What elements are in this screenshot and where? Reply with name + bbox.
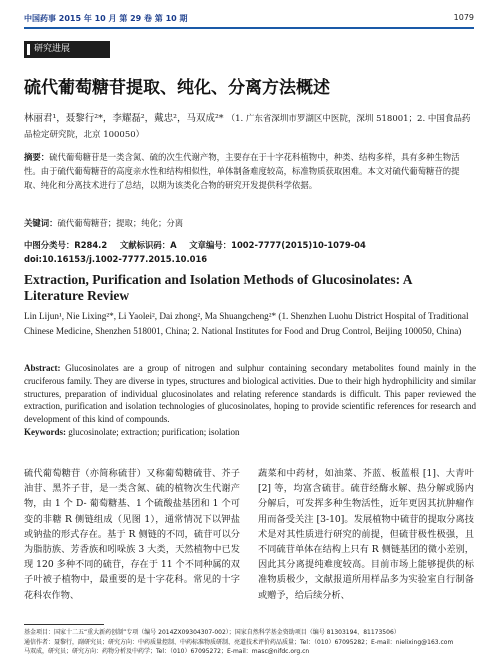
running-header <box>24 13 474 25</box>
header-rule <box>24 27 474 29</box>
article-number: 文章编号：1002-7777(2015)10-1079-04 <box>189 240 366 250</box>
authors-en: Lin Lijun¹, Nie Lixing²*, Li Yaolei², Dai zhong², Ma Shuangcheng²* (1. Shenzhen Luohu District Hospital of Traditional Chinese Medicine, Shenzhen 518001, China; 2. National Institutes for Food and Drug Control, Beijing 100050, China) <box>24 311 469 336</box>
abstract-en <box>24 362 476 426</box>
body-column-left: 硫代葡萄糖苷（亦简称硫苷）又称葡萄糖硫苷、芥子油苷、黑芥子苷，是一类含氮、硫的植物次生代谢产物，由 1 个 D- 葡萄糖基、1 个硫酸盐基团和 1 个可变的非糖 R 侧链组成（见图 1），通常情况下以钾盐或钠盐的形式存在。基于 R 侧链的不同，硫苷可以分为脂肪族、芳香族和吲哚族 3 大类，天然植物中已发现 120 多种不同的硫苷，存在于 11 个不同种属的双子叶被子植物中，最重要的是十字花科。常见的十字花科农作物、 <box>24 468 240 601</box>
abstract-en-label: Abstract: <box>24 363 61 373</box>
doi: doi:10.16153/j.1002-7777.2015.10.016 <box>24 254 208 264</box>
document-code: 文献标识码：A <box>119 240 177 250</box>
page-number: 1079 <box>453 13 474 22</box>
keywords-cn <box>24 217 183 229</box>
section-tag <box>24 41 110 58</box>
affiliation-cn: （1. 广东省深圳市罗湖区中医院，深圳 518001；2. 中国食品药品检定研究院，北京 100050） <box>24 114 471 140</box>
authors-cn: 林丽君¹，聂黎行²*，李耀磊²，戴忠²，马双成²* <box>24 113 224 124</box>
authors-block-cn <box>24 111 476 143</box>
body-column-right: 蔬菜和中药材，如油菜、芥蓝、板蓝根 [1]、大青叶 [2] 等，均富含硫苷。硫苷经酶水解、热分解或肠内分解后，可发挥多种生物活性，近年更因其抗肿瘤作用而备受关注 [3-10]。发展植物中硫苷的提取分离技术是对其性质进行研究的前提，但硫苷极性极强，且不同硫苷单体在结构上只有 R 侧链基团的微小差别，因此其分离提纯难度较高。目前市场上能够提供的标准物质极少，文献报道所用样品多为实验室自行制备或赠予，给后续分析、 <box>258 468 474 601</box>
section-tag-label: 研究进展 <box>34 44 71 54</box>
article-meta <box>24 238 474 266</box>
article-title-cn: 硫代葡萄糖苷提取、纯化、分离方法概述 <box>24 78 330 98</box>
footnote-rule <box>24 624 104 625</box>
footnote-corresponding-2: 马双成，研究员；研究方向：药物分析及中药学；Tel：（010）67095272；E-mail：masc@nifdc.org.cn <box>24 648 310 655</box>
keywords-en-label: Keywords: <box>24 427 66 437</box>
clc-number: 中图分类号：R284.2 <box>24 240 108 250</box>
keywords-cn-text: 硫代葡萄糖苷；提取；纯化；分离 <box>57 218 184 228</box>
footnote-corresponding-1: 通信作者：聂黎行，副研究员；研究方向：中药质量控制、中药标准物质研制、亮道技术评价药品质量；Tel：（010）67095282；E-mail：nielixing@163.com <box>24 638 454 646</box>
keywords-en <box>24 427 239 437</box>
abstract-cn <box>24 150 474 192</box>
keywords-en-text: glucosinolate; extraction; purification; isolation <box>68 427 240 437</box>
abstract-en-text: Glucosinolates are a group of nitrogen and sulphur containing secondary metabolites found mainly in the cruciferous family. They are diverse in types, structures and biological activities. Due to their high hydrophilicity and similar structures, preparation of individual glucosinolates and relating reference standards is difficult. This paper reviewed the extraction, purification and isolation technologies of glucosinolates, hoping to provide scientific references for research and development of this kind of compounds. <box>24 363 477 425</box>
keywords-cn-label: 关键词： <box>24 218 58 228</box>
footnotes <box>24 628 476 657</box>
footnote-funding: 基金项目：国家十二五“重大新药创制”专项（编号 2014ZX09304307-002）；国家自然科学基金资助项目（编号 81303194、81173506） <box>24 629 400 636</box>
abstract-cn-text: 硫代葡萄糖苷是一类含氮、硫的次生代谢产物，主要存在于十字花科植物中，种类、结构多样，具有多种生物活性。由于硫代葡萄糖苷的高度亲水性和结构相似性，单体制备难度较高，标准物质获取困难。本文对硫代葡萄糖苷的提取、纯化和分离技术进行了总结，以期为该类化合物的研究开发提供科学依据。 <box>24 152 460 190</box>
tag-bar-icon <box>27 44 30 55</box>
article-title-en: Extraction, Purification and Isolation Methods of Glucosinolates: A Literature Review <box>24 272 412 303</box>
journal-issue: 中国药事 2015 年 10 月 第 29 卷 第 10 期 <box>24 14 188 23</box>
abstract-cn-label: 摘要： <box>24 152 50 162</box>
